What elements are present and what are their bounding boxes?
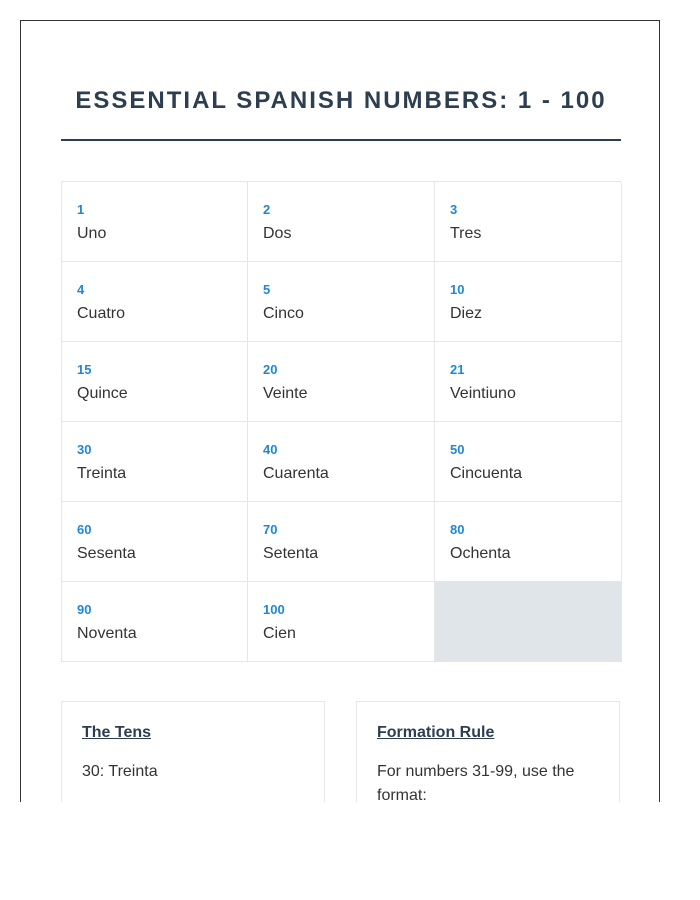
number-digit: 10 — [450, 282, 465, 297]
number-word: Cincuenta — [450, 465, 523, 482]
number-digit: 21 — [450, 362, 465, 377]
number-word: Tres — [450, 225, 482, 242]
number-word: Cien — [263, 625, 296, 642]
number-digit: 1 — [77, 202, 85, 217]
tens-box-title: The Tens — [82, 724, 152, 741]
number-digit: 5 — [263, 282, 271, 297]
number-digit: 3 — [450, 202, 458, 217]
number-card — [435, 182, 622, 262]
formation-rule-box — [356, 701, 620, 802]
number-digit: 15 — [77, 362, 92, 377]
number-word: Cinco — [263, 305, 304, 322]
number-digit: 80 — [450, 522, 465, 537]
number-digit: 20 — [263, 362, 278, 377]
empty-grid-cell — [435, 582, 622, 662]
number-card — [248, 582, 435, 662]
number-word: Sesenta — [77, 545, 136, 562]
number-card — [248, 342, 435, 422]
number-digit: 4 — [77, 282, 85, 297]
formation-rule-text: For numbers 31-99, use the format: — [377, 763, 575, 802]
number-word: Cuatro — [77, 305, 126, 322]
formation-rule-title: Formation Rule — [377, 724, 495, 741]
number-word: Noventa — [77, 625, 137, 642]
number-card — [435, 422, 622, 502]
number-word: Dos — [263, 225, 292, 242]
number-card — [62, 422, 248, 502]
number-digit: 2 — [263, 202, 271, 217]
number-word: Setenta — [263, 545, 319, 562]
number-word: Diez — [450, 305, 483, 322]
number-digit: 50 — [450, 442, 465, 457]
page-title: ESSENTIAL SPANISH NUMBERS: 1 - 100 — [75, 87, 607, 114]
number-digit: 90 — [77, 602, 92, 617]
number-card — [435, 262, 622, 342]
number-card — [62, 262, 248, 342]
number-word: Ochenta — [450, 545, 511, 562]
number-word: Uno — [77, 225, 107, 242]
tens-box — [61, 701, 325, 802]
number-word: Cuarenta — [263, 465, 329, 482]
number-card — [248, 502, 435, 582]
numbers-grid — [61, 181, 621, 662]
number-word: Treinta — [77, 465, 127, 482]
number-card — [435, 502, 622, 582]
number-card — [248, 262, 435, 342]
number-digit: 100 — [263, 602, 285, 617]
number-digit: 60 — [77, 522, 92, 537]
number-digit: 30 — [77, 442, 92, 457]
number-card — [62, 182, 248, 262]
number-card — [248, 422, 435, 502]
number-word: Veintiuno — [450, 385, 516, 402]
number-card — [435, 342, 622, 422]
title-divider — [61, 139, 621, 141]
tens-box-text: 30: Treinta — [82, 763, 158, 780]
number-card — [62, 342, 248, 422]
number-digit: 70 — [263, 522, 278, 537]
number-card — [248, 182, 435, 262]
worksheet-page — [20, 20, 660, 802]
number-card — [62, 582, 248, 662]
number-word: Quince — [77, 385, 128, 402]
number-digit: 40 — [263, 442, 278, 457]
number-card — [62, 502, 248, 582]
number-word: Veinte — [263, 385, 308, 402]
